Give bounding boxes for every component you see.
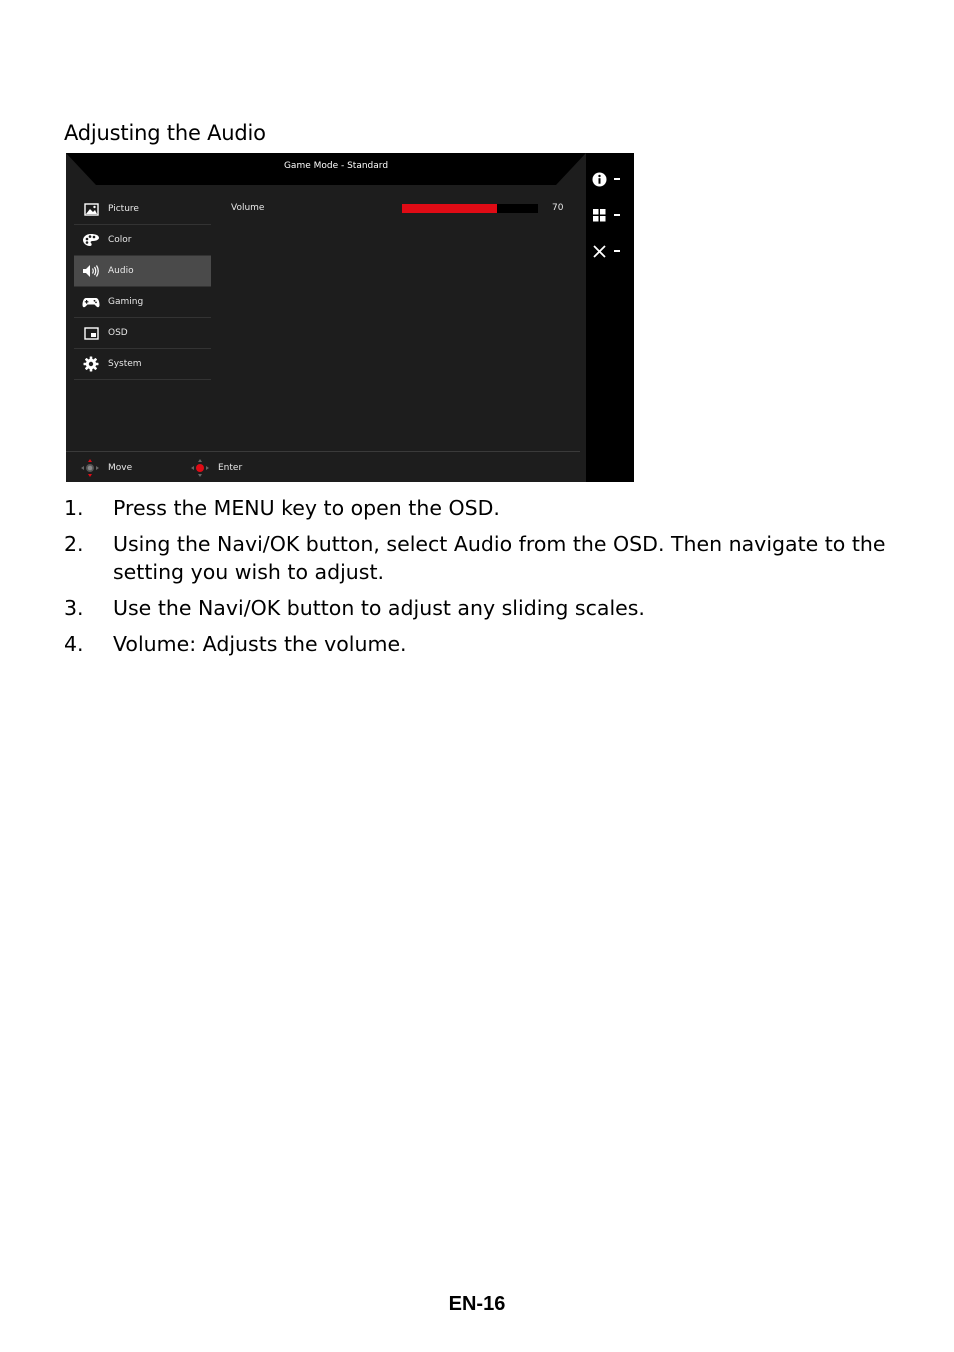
steps-list xyxy=(64,494,894,666)
menu-item-label: Picture xyxy=(108,204,139,214)
game-mode-title: Game Mode - Standard xyxy=(283,161,389,171)
osd-icon xyxy=(82,325,100,341)
volume-value: 70 xyxy=(552,203,564,213)
step-number: 1. xyxy=(64,496,84,520)
menu-item-osd[interactable] xyxy=(74,318,211,349)
volume-slider[interactable] xyxy=(402,204,538,213)
menu-item-gaming[interactable] xyxy=(74,287,211,318)
close-icon xyxy=(592,244,607,259)
gamepad-icon xyxy=(82,294,100,310)
menu-item-system[interactable] xyxy=(74,349,211,380)
volume-slider-fill xyxy=(402,204,497,213)
menu-item-audio[interactable] xyxy=(74,256,211,287)
page-number: EN-16 xyxy=(448,1293,506,1315)
footer-move-label: Move xyxy=(108,463,133,473)
info-icon xyxy=(592,172,607,187)
menu-item-picture[interactable] xyxy=(74,194,211,225)
osd-screenshot xyxy=(66,153,634,482)
osd-menu xyxy=(74,194,211,380)
info-button[interactable] xyxy=(592,170,632,188)
step-number: 2. xyxy=(64,532,84,556)
picture-icon xyxy=(82,201,100,217)
footer-move xyxy=(80,458,132,478)
palette-icon xyxy=(82,232,100,248)
grid-icon xyxy=(592,208,607,223)
menu-item-color[interactable] xyxy=(74,225,211,256)
footer-enter-label: Enter xyxy=(218,463,243,473)
close-dash xyxy=(614,250,620,252)
osd-main-panel xyxy=(66,153,586,482)
section-title: Adjusting the Audio xyxy=(64,121,266,145)
info-dash xyxy=(614,178,620,180)
step-item xyxy=(64,494,894,522)
volume-label: Volume xyxy=(231,203,265,213)
step-text: Use the Navi/OK button to adjust any sliding scales. xyxy=(113,596,645,620)
speaker-icon xyxy=(82,263,100,279)
grid-dash xyxy=(614,214,620,216)
footer-enter xyxy=(190,458,242,478)
navi-enter-icon xyxy=(190,458,210,478)
grid-button[interactable] xyxy=(592,206,632,224)
step-item xyxy=(64,594,894,622)
close-button[interactable] xyxy=(592,242,632,260)
footer-divider xyxy=(66,451,580,452)
step-item xyxy=(64,530,894,586)
menu-item-label: System xyxy=(108,359,142,369)
step-text: Using the Navi/OK button, select Audio from the OSD. Then navigate to the setting you wish to adjust. xyxy=(113,532,886,584)
osd-right-bar xyxy=(586,153,634,482)
menu-item-label: Color xyxy=(108,235,132,245)
navi-move-icon xyxy=(80,458,100,478)
menu-item-label: OSD xyxy=(108,328,128,338)
step-number: 4. xyxy=(64,632,84,656)
gear-icon xyxy=(82,356,100,372)
step-item xyxy=(64,630,894,658)
menu-item-label: Audio xyxy=(108,266,134,276)
step-text: Volume: Adjusts the volume. xyxy=(113,632,407,656)
step-number: 3. xyxy=(64,596,84,620)
step-text: Press the MENU key to open the OSD. xyxy=(113,496,500,520)
menu-item-label: Gaming xyxy=(108,297,144,307)
